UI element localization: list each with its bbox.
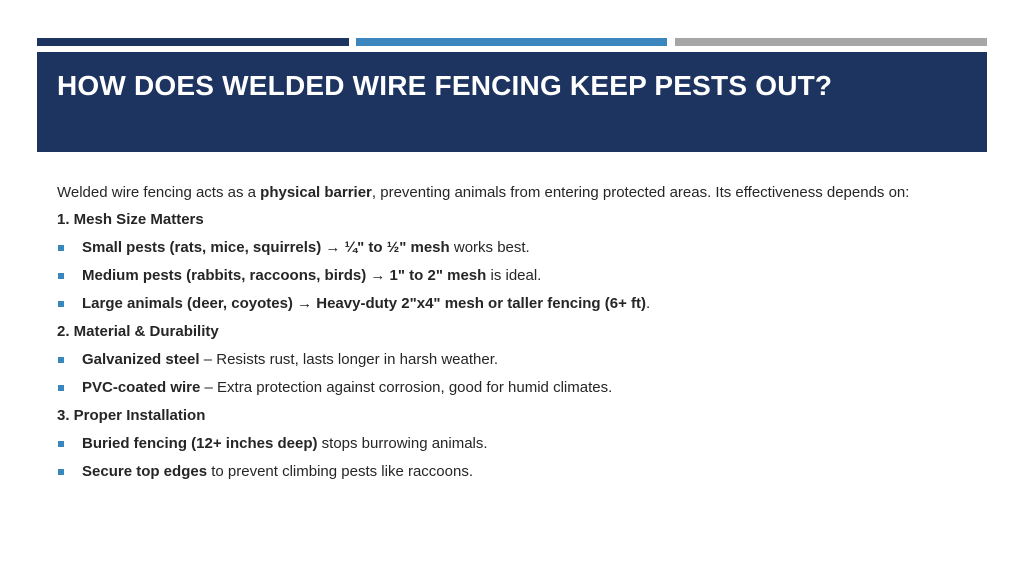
section-heading-material: 2. Material & Durability xyxy=(57,323,219,340)
square-bullet-icon xyxy=(58,357,64,363)
bullet-bold-text: Medium pests (rabbits, raccoons, birds) → 1" to 2" mesh xyxy=(82,267,487,284)
bullet-text: – Extra protection against corrosion, good for humid climates. xyxy=(200,379,613,396)
bullet-item xyxy=(57,458,977,486)
title-band xyxy=(37,52,987,152)
bullet-item xyxy=(57,290,977,318)
bullet-bold-text: Secure top edges xyxy=(82,463,208,480)
accent-bar-gray xyxy=(675,38,987,46)
bullet-item xyxy=(57,234,977,262)
bullet-text: stops burrowing animals. xyxy=(317,435,488,452)
intro-text-end: , preventing animals from entering protected areas. Its effectiveness depends on: xyxy=(371,184,910,201)
bullet-item xyxy=(57,374,977,402)
bullet-item xyxy=(57,262,977,290)
bullet-text: is ideal. xyxy=(486,267,542,284)
square-bullet-icon xyxy=(58,273,64,279)
slide-body xyxy=(57,184,977,486)
bullet-item xyxy=(57,430,977,458)
bullet-text: . xyxy=(646,295,651,312)
accent-bar-blue xyxy=(356,38,667,46)
bullet-item xyxy=(57,346,977,374)
slide-title: HOW DOES WELDED WIRE FENCING KEEP PESTS OUT? xyxy=(57,70,833,101)
intro-paragraph xyxy=(57,184,977,202)
square-bullet-icon xyxy=(58,245,64,251)
section-heading-mesh-size: 1. Mesh Size Matters xyxy=(57,211,204,228)
bullet-text: – Resists rust, lasts longer in harsh weather. xyxy=(199,351,499,368)
section-heading-installation: 3. Proper Installation xyxy=(57,407,206,424)
square-bullet-icon xyxy=(58,301,64,307)
bullet-bold-text: Large animals (deer, coyotes) → Heavy-duty 2"x4" mesh or taller fencing (6+ ft) xyxy=(82,295,646,312)
square-bullet-icon xyxy=(58,385,64,391)
square-bullet-icon xyxy=(58,441,64,447)
intro-bold-phrase: physical barrier xyxy=(260,184,372,201)
bullet-bold-text: Galvanized steel xyxy=(82,351,200,368)
bullet-bold-text: PVC-coated wire xyxy=(82,379,201,396)
accent-bar-dark xyxy=(37,38,349,46)
bullet-bold-text: Small pests (rats, mice, squirrels) → ¼" to ½" mesh xyxy=(82,239,450,256)
bullet-bold-text: Buried fencing (12+ inches deep) xyxy=(82,435,318,452)
bullet-text: to prevent climbing pests like raccoons. xyxy=(207,463,474,480)
square-bullet-icon xyxy=(58,469,64,475)
bullet-text: works best. xyxy=(449,239,530,256)
intro-text-start: Welded wire fencing acts as a xyxy=(57,184,261,201)
